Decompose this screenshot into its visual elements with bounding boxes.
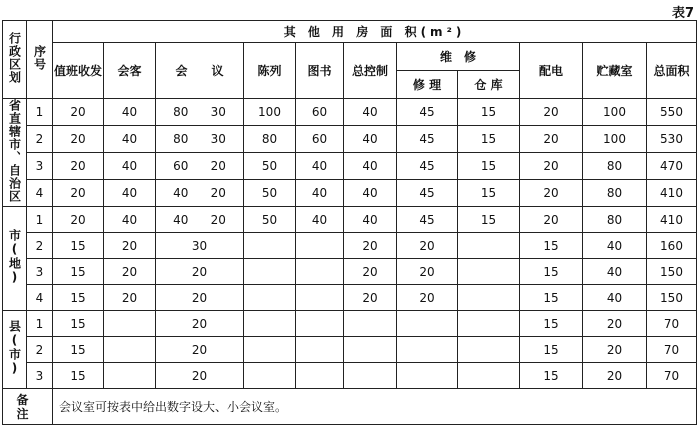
total-cell: 470	[647, 153, 697, 180]
store-cell	[458, 233, 520, 259]
repair-cell: 20	[397, 285, 458, 311]
control-cell: 20	[344, 233, 397, 259]
seq-cell: 4	[27, 285, 53, 311]
repair-cell	[397, 337, 458, 363]
reception-cell: 40	[104, 126, 156, 153]
total-cell: 410	[647, 207, 697, 233]
storage-cell: 40	[583, 259, 647, 285]
meeting-cell: 60 20	[156, 153, 244, 180]
header-row-1	[3, 21, 697, 43]
meeting-cell: 20	[156, 363, 244, 389]
reception-cell	[104, 311, 156, 337]
meeting-cell: 40 20	[156, 207, 244, 233]
library-cell	[296, 285, 344, 311]
display-cell	[244, 285, 296, 311]
table-row	[3, 180, 697, 207]
seq-cell: 1	[27, 99, 53, 126]
col-total: 总面积	[647, 43, 697, 99]
duty-cell: 20	[53, 99, 104, 126]
table-row	[3, 311, 697, 337]
table-row	[3, 126, 697, 153]
store-cell: 15	[458, 207, 520, 233]
region-cell: 市(地)	[3, 207, 27, 311]
col-store: 仓 库	[458, 71, 520, 99]
duty-cell: 15	[53, 311, 104, 337]
seq-cell: 1	[27, 311, 53, 337]
storage-cell: 100	[583, 99, 647, 126]
power-cell: 20	[520, 126, 583, 153]
col-display: 陈列	[244, 43, 296, 99]
col-meeting: 会 议	[156, 43, 244, 99]
store-cell: 15	[458, 153, 520, 180]
total-cell: 70	[647, 311, 697, 337]
library-cell	[296, 337, 344, 363]
reception-cell: 40	[104, 99, 156, 126]
store-cell: 15	[458, 99, 520, 126]
display-cell: 50	[244, 207, 296, 233]
reception-cell: 40	[104, 180, 156, 207]
reception-cell	[104, 337, 156, 363]
power-cell: 15	[520, 233, 583, 259]
duty-cell: 15	[53, 337, 104, 363]
control-cell: 40	[344, 180, 397, 207]
seq-cell: 2	[27, 233, 53, 259]
display-cell	[244, 259, 296, 285]
library-cell	[296, 233, 344, 259]
display-cell	[244, 311, 296, 337]
total-cell: 150	[647, 259, 697, 285]
display-cell	[244, 233, 296, 259]
header-row-2	[3, 43, 697, 71]
repair-cell	[397, 363, 458, 389]
power-cell: 15	[520, 285, 583, 311]
group-title: 其 他 用 房 面 积(m²)	[53, 21, 697, 43]
power-cell: 15	[520, 363, 583, 389]
meeting-cell: 80 30	[156, 126, 244, 153]
col-repair: 修 理	[397, 71, 458, 99]
reception-cell: 20	[104, 259, 156, 285]
region-header: 行政区划	[3, 21, 27, 99]
seq-cell: 2	[27, 337, 53, 363]
storage-cell: 80	[583, 180, 647, 207]
seq-cell: 3	[27, 153, 53, 180]
total-cell: 550	[647, 99, 697, 126]
power-cell: 15	[520, 311, 583, 337]
library-cell	[296, 311, 344, 337]
col-power: 配电	[520, 43, 583, 99]
seq-cell: 3	[27, 363, 53, 389]
table-row	[3, 259, 697, 285]
total-cell: 530	[647, 126, 697, 153]
meeting-cell: 20	[156, 311, 244, 337]
control-cell: 20	[344, 259, 397, 285]
table-label: 表7	[671, 6, 694, 21]
duty-cell: 15	[53, 233, 104, 259]
control-cell: 40	[344, 99, 397, 126]
power-cell: 20	[520, 180, 583, 207]
duty-cell: 20	[53, 153, 104, 180]
library-cell	[296, 363, 344, 389]
col-control: 总控制	[344, 43, 397, 99]
storage-cell: 40	[583, 285, 647, 311]
control-cell	[344, 337, 397, 363]
store-cell: 15	[458, 126, 520, 153]
repair-cell: 45	[397, 207, 458, 233]
duty-cell: 15	[53, 363, 104, 389]
control-cell: 20	[344, 285, 397, 311]
col-maintenance: 维 修	[397, 43, 520, 71]
total-cell: 70	[647, 363, 697, 389]
note-text: 会议室可按表中给出数字设大、小会议室。	[53, 389, 697, 425]
duty-cell: 20	[53, 207, 104, 233]
reception-cell: 20	[104, 285, 156, 311]
power-cell: 15	[520, 259, 583, 285]
col-duty: 值班收发	[53, 43, 104, 99]
library-cell: 40	[296, 207, 344, 233]
power-cell: 20	[520, 153, 583, 180]
meeting-cell: 20	[156, 337, 244, 363]
storage-cell: 20	[583, 363, 647, 389]
repair-cell: 45	[397, 126, 458, 153]
table-row	[3, 153, 697, 180]
total-cell: 410	[647, 180, 697, 207]
duty-cell: 20	[53, 126, 104, 153]
table-row	[3, 285, 697, 311]
region-cell: 县(市)	[3, 311, 27, 389]
table-row	[3, 99, 697, 126]
meeting-cell: 80 30	[156, 99, 244, 126]
seq-cell: 4	[27, 180, 53, 207]
seq-header: 序号	[27, 21, 53, 99]
control-cell: 40	[344, 207, 397, 233]
store-cell	[458, 337, 520, 363]
display-cell: 50	[244, 153, 296, 180]
library-cell	[296, 259, 344, 285]
display-cell: 80	[244, 126, 296, 153]
store-cell	[458, 259, 520, 285]
storage-cell: 20	[583, 337, 647, 363]
display-cell	[244, 337, 296, 363]
power-cell: 20	[520, 99, 583, 126]
library-cell: 40	[296, 180, 344, 207]
storage-cell: 100	[583, 126, 647, 153]
seq-cell: 3	[27, 259, 53, 285]
repair-cell: 45	[397, 180, 458, 207]
meeting-cell: 40 20	[156, 180, 244, 207]
col-library: 图书	[296, 43, 344, 99]
repair-cell: 45	[397, 99, 458, 126]
display-cell: 100	[244, 99, 296, 126]
control-cell: 40	[344, 126, 397, 153]
reception-cell: 40	[104, 153, 156, 180]
repair-cell	[397, 311, 458, 337]
store-cell	[458, 285, 520, 311]
table-row	[3, 363, 697, 389]
store-cell: 15	[458, 180, 520, 207]
col-reception: 会客	[104, 43, 156, 99]
table-row	[3, 207, 697, 233]
reception-cell: 40	[104, 207, 156, 233]
repair-cell: 20	[397, 259, 458, 285]
reception-cell	[104, 363, 156, 389]
library-cell: 40	[296, 153, 344, 180]
total-cell: 160	[647, 233, 697, 259]
control-cell	[344, 363, 397, 389]
table-row	[3, 233, 697, 259]
seq-cell: 2	[27, 126, 53, 153]
note-label: 备 注	[3, 389, 53, 425]
seq-cell: 1	[27, 207, 53, 233]
duty-cell: 15	[53, 285, 104, 311]
display-cell	[244, 363, 296, 389]
col-storage: 贮藏室	[583, 43, 647, 99]
storage-cell: 80	[583, 207, 647, 233]
power-cell: 15	[520, 337, 583, 363]
store-cell	[458, 311, 520, 337]
control-cell	[344, 311, 397, 337]
meeting-cell: 20	[156, 259, 244, 285]
storage-cell: 40	[583, 233, 647, 259]
note-row	[3, 389, 697, 425]
total-cell: 70	[647, 337, 697, 363]
region-cell: 省直辖市、自治区	[3, 99, 27, 207]
display-cell: 50	[244, 180, 296, 207]
total-cell: 150	[647, 285, 697, 311]
duty-cell: 15	[53, 259, 104, 285]
meeting-cell: 20	[156, 285, 244, 311]
table-row	[3, 337, 697, 363]
area-table	[2, 20, 697, 425]
power-cell: 20	[520, 207, 583, 233]
storage-cell: 20	[583, 311, 647, 337]
store-cell	[458, 363, 520, 389]
duty-cell: 20	[53, 180, 104, 207]
library-cell: 60	[296, 99, 344, 126]
control-cell: 40	[344, 153, 397, 180]
storage-cell: 80	[583, 153, 647, 180]
reception-cell: 20	[104, 233, 156, 259]
repair-cell: 45	[397, 153, 458, 180]
library-cell: 60	[296, 126, 344, 153]
repair-cell: 20	[397, 233, 458, 259]
meeting-cell: 30	[156, 233, 244, 259]
